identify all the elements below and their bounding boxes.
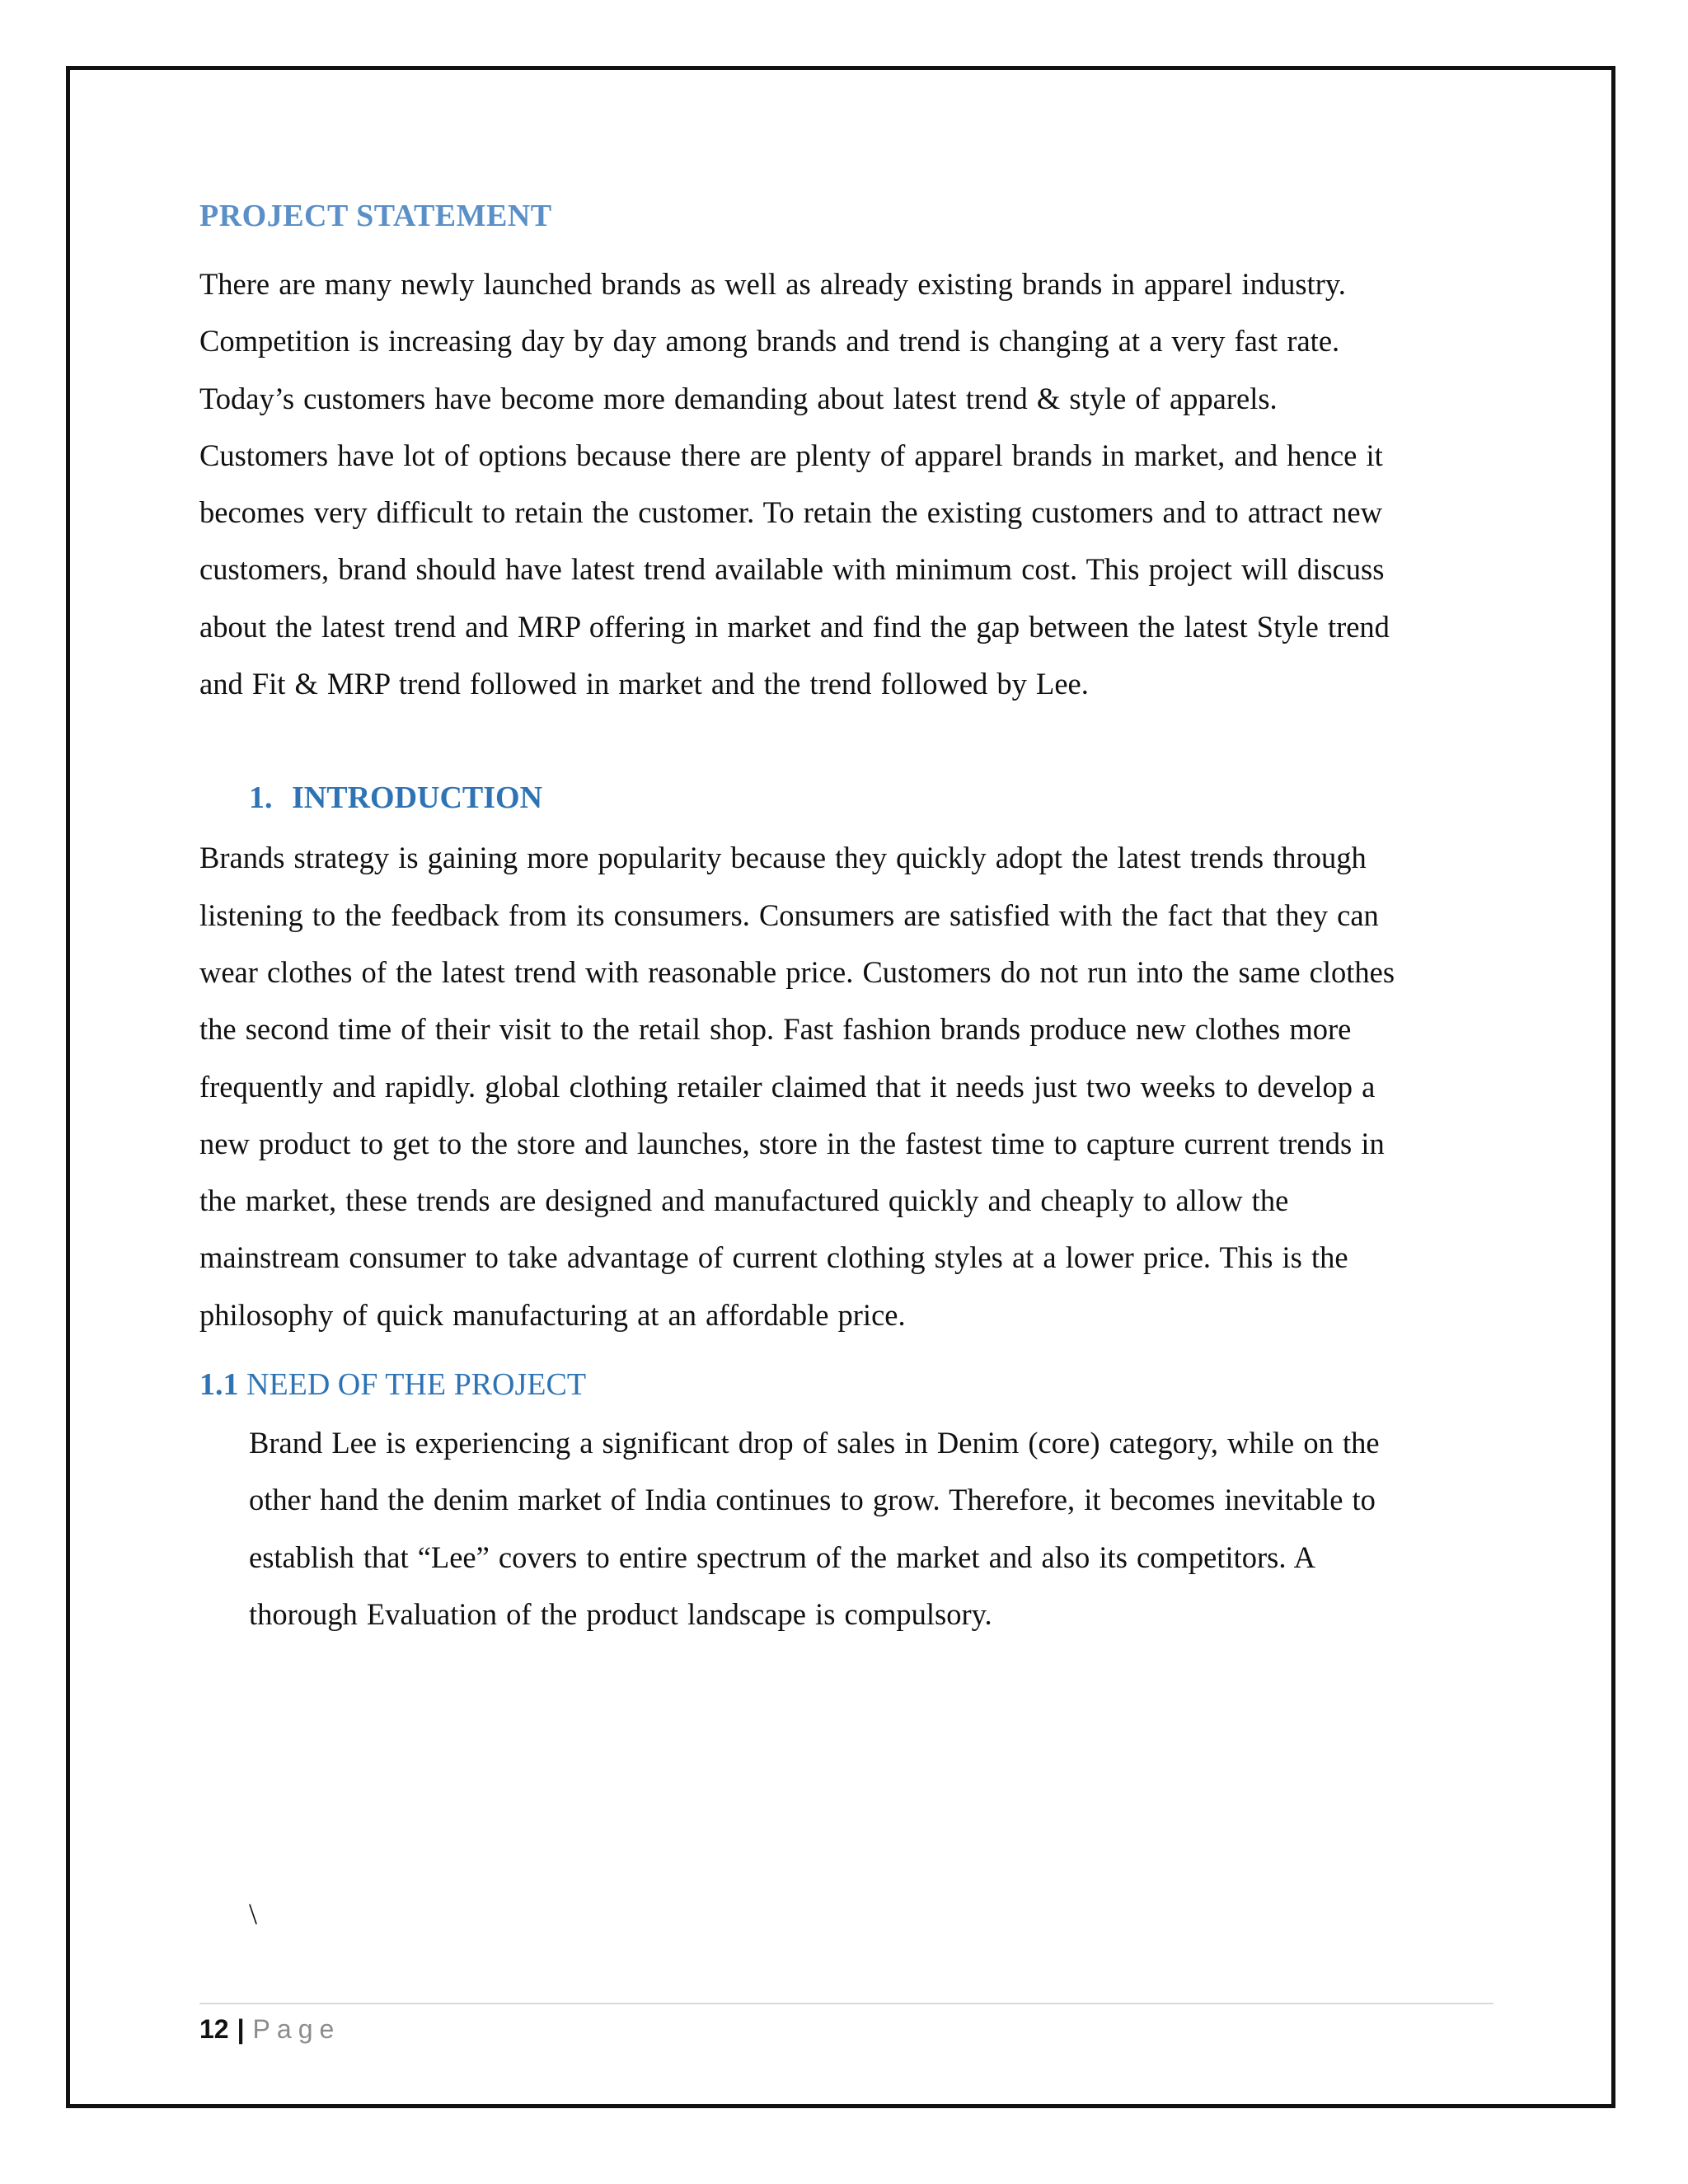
text-line: thorough Evaluation of the product landscape is compulsory. xyxy=(249,1596,992,1631)
text-line: Customers have lot of options because there are plenty of apparel brands in market, and hence it xyxy=(199,438,1383,472)
need-of-project-title: NEED OF THE PROJECT xyxy=(246,1367,587,1403)
text-line: customers, brand should have latest trend available with minimum cost. This project will discuss xyxy=(199,552,1385,587)
footer-divider xyxy=(199,2003,1493,2004)
text-line: and Fit & MRP trend followed in market and the trend followed by Lee. xyxy=(199,667,1089,701)
introduction-heading xyxy=(199,778,1502,818)
project-statement-heading: PROJECT STATEMENT xyxy=(199,199,552,233)
page-number: 12 xyxy=(199,2014,229,2044)
text-line: the second time of their visit to the retail shop. Fast fashion brands produce new clothes more xyxy=(199,1012,1352,1047)
text-line: wear clothes of the latest trend with reasonable price. Customers do not run into the same clothes xyxy=(199,954,1395,989)
page-content xyxy=(199,196,1502,1643)
introduction-number: 1. xyxy=(249,780,273,816)
project-statement-paragraph xyxy=(199,255,1502,712)
text-line: new product to get to the store and launches, store in the fastest time to capture current trends in xyxy=(199,1126,1385,1160)
text-line: the market, these trends are designed and manufactured quickly and cheaply to allow the xyxy=(199,1183,1289,1218)
text-line: Brand Lee is experiencing a significant drop of sales in Denim (core) category, while on the xyxy=(249,1426,1380,1460)
text-line: mainstream consumer to take advantage of current clothing styles at a lower price. This is the xyxy=(199,1240,1348,1275)
footer-separator: | xyxy=(237,2014,245,2044)
text-line: There are many newly launched brands as well as already existing brands in apparel industry. xyxy=(199,267,1346,301)
text-line: about the latest trend and MRP offering in market and find the gap between the latest Style trend xyxy=(199,609,1390,644)
text-line: establish that “Lee” covers to entire spectrum of the market and also its competitors. A xyxy=(249,1540,1315,1574)
need-of-project-number: 1.1 xyxy=(199,1367,239,1403)
text-line: Brands strategy is gaining more popularity because they quickly adopt the latest trends through xyxy=(199,841,1367,875)
text-line: listening to the feedback from its consumers. Consumers are satisfied with the fact that they can xyxy=(199,898,1379,932)
text-line: becomes very difficult to retain the customer. To retain the existing customers and to attract new xyxy=(199,495,1382,530)
introduction-paragraph xyxy=(199,829,1502,1343)
need-of-project-paragraph xyxy=(199,1414,1502,1643)
text-line: Today’s customers have become more demanding about latest trend & style of apparels. xyxy=(199,381,1278,415)
introduction-title: INTRODUCTION xyxy=(292,780,543,816)
text-line: frequently and rapidly. global clothing retailer claimed that it needs just two weeks to develop a xyxy=(199,1069,1376,1104)
need-of-project-heading xyxy=(199,1365,1502,1404)
text-line: philosophy of quick manufacturing at an affordable price. xyxy=(199,1297,906,1332)
text-line: Competition is increasing day by day among brands and trend is changing at a very fast rate. xyxy=(199,324,1340,359)
page-footer xyxy=(199,2011,340,2047)
page-label: Page xyxy=(252,2014,341,2044)
stray-backslash: \ xyxy=(249,1897,258,1930)
text-line: other hand the denim market of India continues to grow. Therefore, it becomes inevitable to xyxy=(249,1483,1376,1517)
